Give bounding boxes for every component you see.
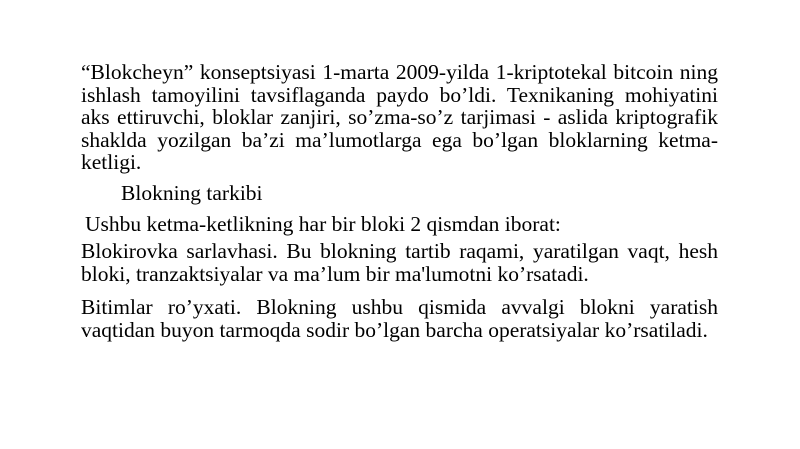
block-parts-intro: Ushbu ketma-ketlikning har bir bloki 2 qismdan iborat: — [85, 212, 561, 236]
block-structure-heading: Blokning tarkibi — [121, 181, 263, 205]
block-header-paragraph: Blokirovka sarlavhasi. Bu blokning tartib raqami, yaratilgan vaqt, hesh bloki, tranzaktsiyalar va ma’lum bir ma'lumotni ko’rsatadi. — [81, 239, 718, 286]
transactions-list-paragraph: Bitimlar ro’yxati. Blokning ushbu qismida avvalgi blokni yaratish vaqtidan buyon tarmoqda sodir bo’lgan barcha operatsiyalar ko’rsatiladi. — [81, 295, 718, 342]
blockchain-concept-paragraph: “Blokcheyn” konseptsiyasi 1-marta 2009-yilda 1-kriptotekal bitcoin ning ishlash tamoyilini tavsiflaganda paydo bo’ldi. Texnikaning mohiyatini aks ettiruvchi, bloklar zanjiri, so’zma-so’z tarjimasi - aslida kriptografik shaklda yozilgan ba’zi ma’lumotlarga ega bo’lgan bloklarning ketma-ketligi. — [81, 60, 718, 175]
